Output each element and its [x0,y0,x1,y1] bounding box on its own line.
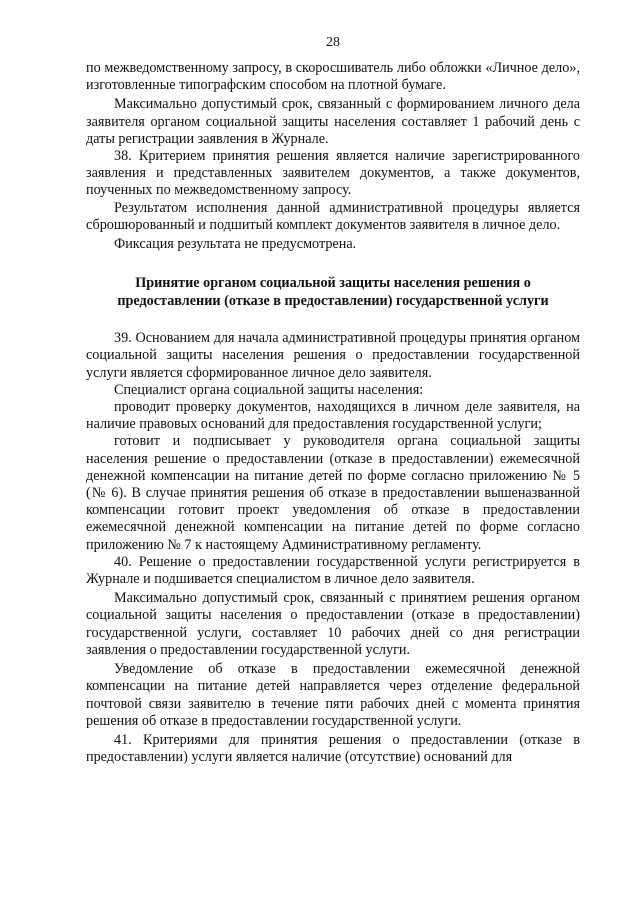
paragraph-38-criterion: 38. Критерием принятия решения является наличие зарегистрированного заявления и представленных заявителем документов, а также документов, поученных по межведомственному запросу. [86,148,580,199]
paragraph-prepare-decision: готовит и подписывает у руководителя органа социальной защиты населения решение о предоставлении (отказе в предоставлении) ежемесячной денежной компенсации на питание детей по форме согласно приложению № 5 (№ 6). В случае принятия решения об отказе в предоставлении вышеназванной компенсации готовит проект уведомления об отказе в предоставлении ежемесячной денежной компенсации на питание детей по форме согласно приложению № 7 к настоящему Административному регламенту. [86,433,580,553]
paragraph-refusal-notice: Уведомление об отказе в предоставлении ежемесячной денежной компенсации на питание детей направляется через отделение федеральной почтовой связи заявителю в течение пяти рабочих дней с момента принятия решения об отказе в предоставлении государственной услуги. [86,661,580,729]
paragraph-continuation: по межведомственному запросу, в скоросшиватель либо обложки «Личное дело», изготовленные типографским способом на плотной бумаге. [86,60,580,94]
paragraph-40-decision: 40. Решение о предоставлении государственной услуги регистрируется в Журнале и подшивается специалистом в личное дело заявителя. [86,553,580,588]
paragraph-check-documents: проводит проверку документов, находящихся в личном деле заявителя, на наличие правовых оснований для предоставления государственной услуги; [86,399,580,433]
paragraph-deadline-decision: Максимально допустимый срок, связанный с принятием решения органом социальной защиты населения о предоставлении (отказе в предоставлении) государственной услуги, составляет 10 рабочих дней со дня регистрации заявления о предоставлении государственной услуги. [86,590,580,658]
paragraph-39-basis: 39. Основанием для начала административной процедуры принятия органом социальной защиты населения решения о предоставлении государственной услуги является сформированное личное дело заявителя. [86,330,580,381]
page-number: 28 [326,35,340,50]
document-page [86,34,580,894]
paragraph-41-criteria: 41. Критериями для принятия решения о предоставлении (отказе в предоставлении) услуги является наличие (отсутствие) оснований для [86,731,580,766]
paragraph-deadline-personal-file: Максимально допустимый срок, связанный с формированием личного дела заявителя органом социальной защиты населения составляет 1 рабочий день с даты регистрации заявления в Журнале. [86,96,580,147]
paragraph-fixation: Фиксация результата не предусмотрена. [114,236,357,253]
section-heading: Принятие органом социальной защиты населения решения о предоставлении (отказе в предоставлении) государственной услуги [117,275,549,309]
paragraph-result: Результатом исполнения данной административной процедуры является сброшюрованный и подшитый комплект документов заявителя в личное дело. [86,199,580,233]
paragraph-specialist: Специалист органа социальной защиты населения: [114,381,424,398]
